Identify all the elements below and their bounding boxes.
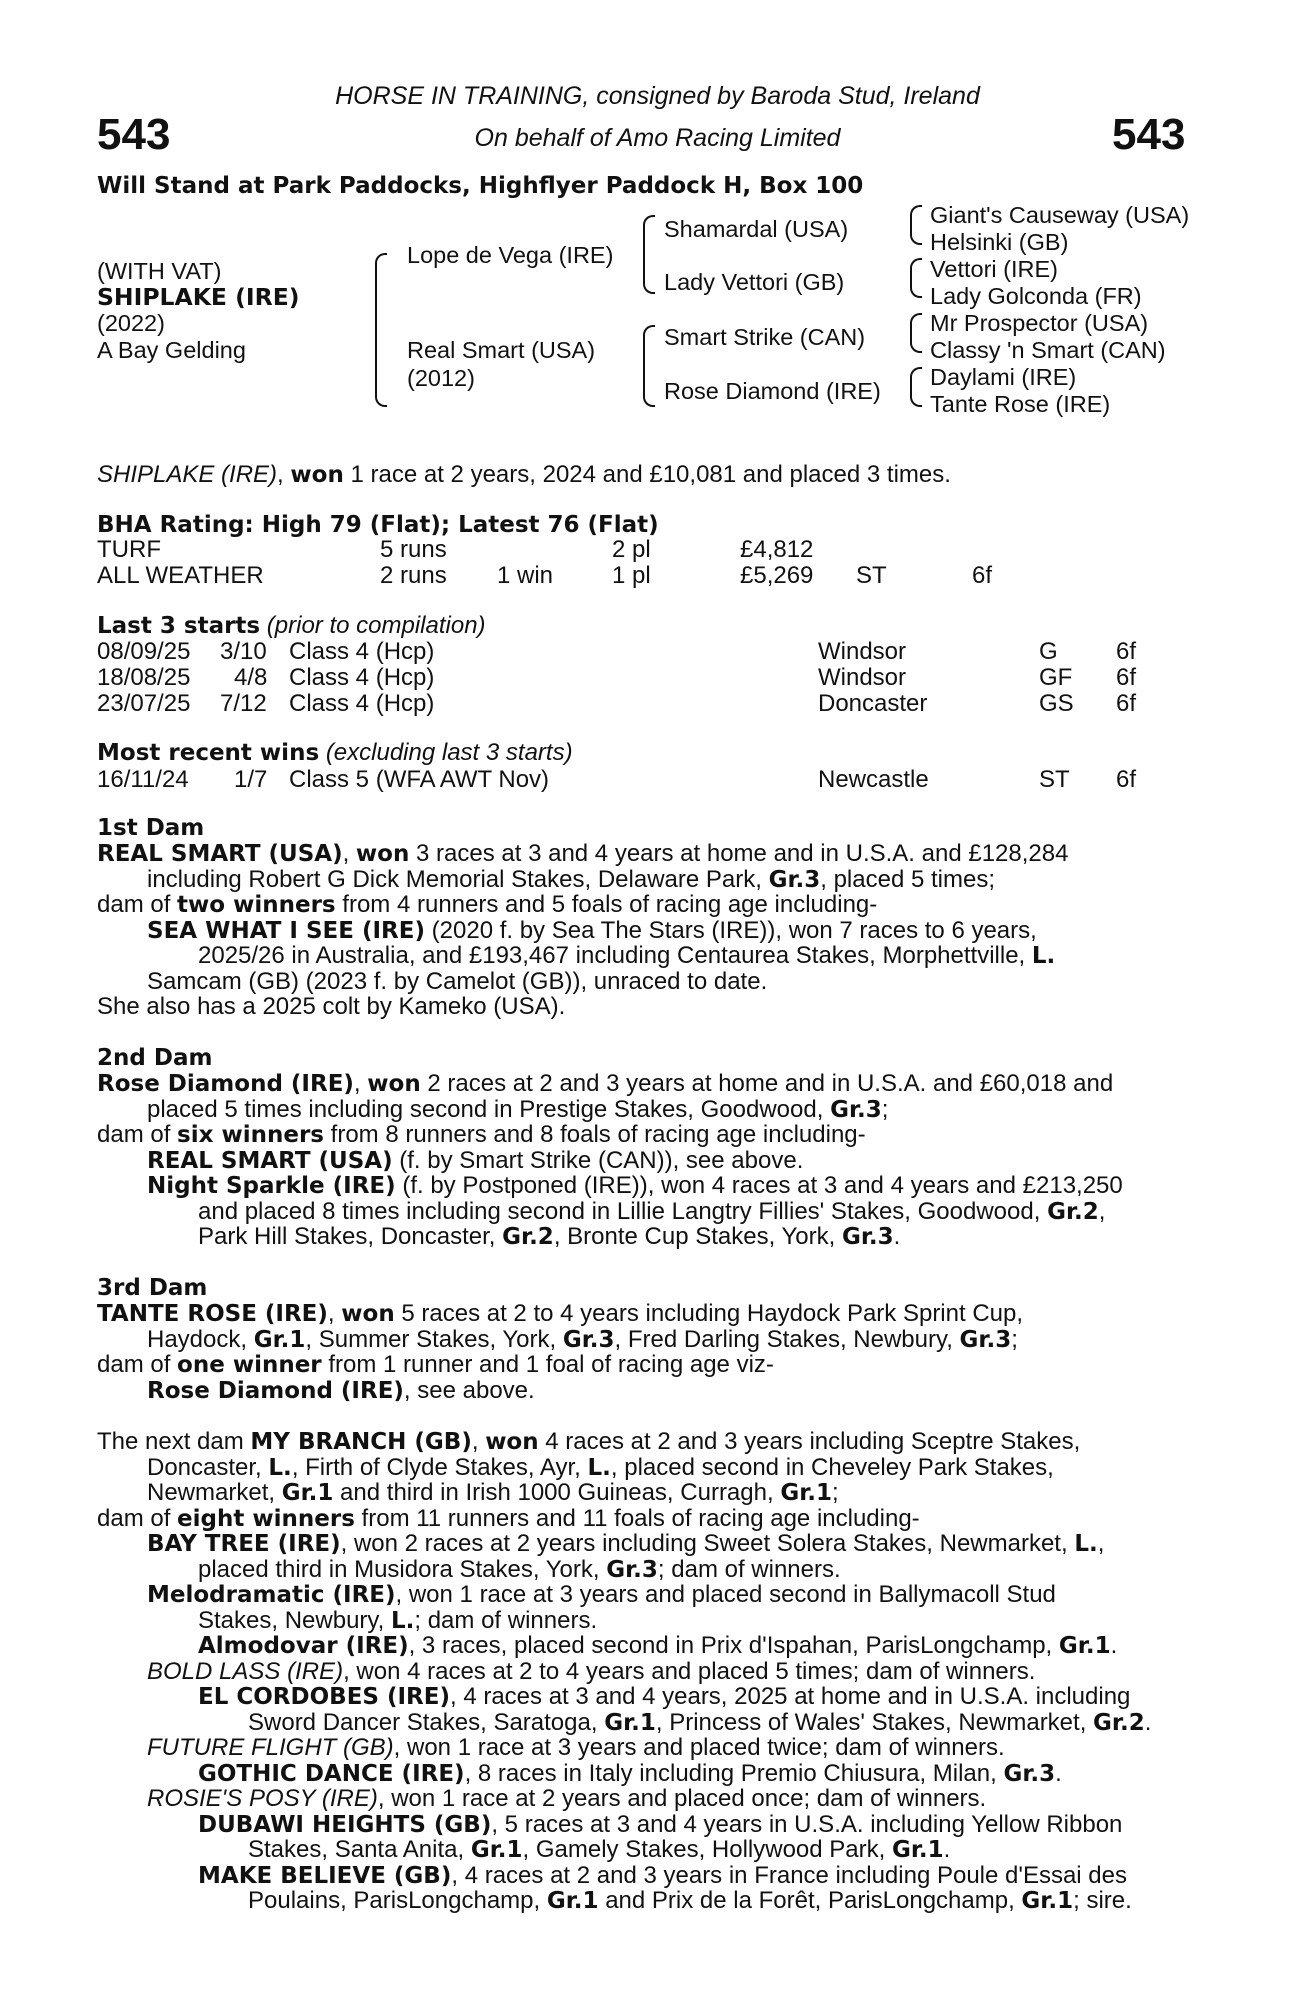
consignor-line: HORSE IN TRAINING, consigned by Baroda Stud, Ireland — [335, 82, 980, 110]
rating-aw-going: ST — [856, 562, 887, 589]
dam1-line-5 — [198, 943, 1055, 970]
start-2-pos: 4/8 — [234, 664, 268, 691]
text-segment: BAY TREE (IRE) — [147, 1531, 341, 1557]
text-segment: , won 2 races at 2 years including Sweet Solera Stakes, Newmarket, — [340, 1530, 1075, 1557]
sire-dam: Lady Vettori (GB) — [664, 269, 845, 295]
text-segment: DUBAWI HEIGHTS (GB) — [198, 1812, 492, 1838]
next-dam-line-14 — [198, 1761, 1062, 1788]
dam1-line-2 — [147, 867, 995, 894]
text-segment: , Fred Darling Stakes, Newbury, — [614, 1326, 960, 1353]
text-segment: Gr.1 — [470, 1837, 523, 1863]
text-segment: Gr.3 — [959, 1327, 1012, 1353]
text-segment: Gr.1 — [891, 1837, 944, 1863]
text-segment: FUTURE FLIGHT (GB) — [147, 1734, 394, 1761]
ancestor-3: Vettori (IRE) — [930, 256, 1058, 282]
dam2-line-6 — [198, 1199, 1105, 1226]
text-segment: 2025/26 in Australia, and £193,467 including Centaurea Stakes, Morphettville, — [198, 942, 1032, 969]
next-dam-line-5 — [147, 1531, 1104, 1558]
text-segment: , — [1098, 1198, 1106, 1225]
text-segment: , placed second in Cheveley Park Stakes, — [610, 1454, 1054, 1481]
text-segment: Stakes, Newbury, — [198, 1607, 391, 1634]
rating-aw-placed: 1 pl — [612, 562, 651, 589]
dam3-line-1 — [97, 1301, 1023, 1328]
ancestor-2: Helsinki (GB) — [930, 229, 1069, 255]
horse-description: A Bay Gelding — [97, 337, 246, 363]
text-segment: Poulains, ParisLongchamp, — [248, 1887, 547, 1914]
start-2-course: Windsor — [818, 664, 907, 691]
ancestor-1: Giant's Causeway (USA) — [930, 202, 1190, 228]
text-segment: and Prix de la Forêt, ParisLongchamp, — [598, 1887, 1022, 1914]
text-segment: ; dam of winners. — [657, 1556, 841, 1583]
text-segment: won — [355, 841, 410, 867]
text-segment: Gr.3 — [606, 1557, 658, 1583]
rating-turf-prize: £4,812 — [740, 536, 814, 563]
dam-sire: Smart Strike (CAN) — [664, 324, 866, 350]
brace-g78 — [910, 367, 922, 407]
text-segment: 4 races at 2 and 3 years including Sceptre Stakes, — [538, 1428, 1081, 1455]
text-segment: , won 1 race at 2 years and placed once; dam of winners. — [377, 1785, 987, 1812]
text-segment: Gr.1 — [780, 1480, 832, 1506]
text-segment: , won 4 races at 2 to 4 years and placed 5 times; dam of winners. — [343, 1658, 1036, 1685]
rating-aw-wins: 1 win — [497, 562, 554, 589]
win-1-course: Newcastle — [818, 766, 929, 793]
text-segment: Stakes, Santa Anita, — [248, 1836, 471, 1863]
dam2-line-1 — [97, 1071, 1113, 1098]
dam1-line-7 — [97, 994, 565, 1020]
next-dam-line-16 — [198, 1812, 1122, 1839]
text-segment: eight winners — [177, 1506, 355, 1532]
win-1-pos: 1/7 — [234, 766, 268, 793]
text-segment: SEA WHAT I SEE (IRE) — [147, 918, 425, 944]
text-segment: won — [485, 1429, 539, 1455]
text-segment: L. — [1031, 943, 1056, 969]
text-segment: placed 5 times including second in Prestige Stakes, Goodwood, — [147, 1096, 831, 1123]
text-segment: Gr.1 — [1058, 1633, 1111, 1659]
recent-wins-title: Most recent wins (excluding last 3 starts) — [97, 739, 573, 766]
next-dam-line-19 — [248, 1888, 1132, 1915]
text-segment: , Princess of Wales' Stakes, Newmarket, — [655, 1709, 1094, 1736]
text-segment: Melodramatic (IRE) — [147, 1582, 396, 1608]
lot-number-left: 543 — [97, 110, 171, 159]
text-segment: Gr.2 — [1047, 1199, 1099, 1225]
start-2-date: 18/08/25 — [97, 664, 191, 691]
horse-name: SHIPLAKE (IRE) — [97, 283, 300, 311]
dam1-heading: 1st Dam — [97, 815, 205, 841]
text-segment: including Robert G Dick Memorial Stakes, Delaware Park, — [147, 866, 769, 893]
text-segment: . — [893, 1223, 901, 1250]
next-dam-line-17 — [248, 1837, 950, 1864]
dam2-line-3 — [97, 1122, 866, 1149]
text-segment: Gr.1 — [281, 1480, 334, 1506]
text-segment: TANTE ROSE (IRE) — [97, 1301, 328, 1327]
text-segment: MAKE BELIEVE (GB) — [198, 1863, 452, 1889]
win-1-dist: 6f — [1116, 766, 1137, 793]
dam3-line-4 — [147, 1378, 535, 1405]
start-2-going: GF — [1039, 664, 1073, 691]
text-segment: Gr.1 — [546, 1888, 599, 1914]
sire-name: Lope de Vega (IRE) — [407, 242, 614, 268]
rating-turf-runs: 5 runs — [380, 536, 447, 563]
next-dam-line-1 — [97, 1429, 1080, 1456]
location-line: Will Stand at Park Paddocks, Highflyer Paddock H, Box 100 — [97, 173, 864, 199]
text-segment: from 4 runners and 5 foals of racing age including- — [335, 891, 878, 918]
next-dam-line-12 — [248, 1710, 1151, 1737]
text-segment: Gr.1 — [253, 1327, 306, 1353]
ancestor-6: Classy 'n Smart (CAN) — [930, 337, 1166, 363]
text-segment: . — [943, 1836, 951, 1863]
text-segment: dam of — [97, 891, 178, 918]
text-segment: from 8 runners and 8 foals of racing age including- — [323, 1121, 866, 1148]
dam2-line-7 — [198, 1224, 900, 1251]
text-segment: L. — [268, 1455, 292, 1481]
text-segment: , Bronte Cup Stakes, York, — [553, 1223, 842, 1250]
start-3-going: GS — [1039, 690, 1074, 717]
text-segment: placed third in Musidora Stakes, York, — [198, 1556, 607, 1583]
text-segment: , won 1 race at 3 years and placed twice; dam of winners. — [393, 1734, 1005, 1761]
win-1-date: 16/11/24 — [97, 766, 189, 793]
ancestor-8: Tante Rose (IRE) — [930, 391, 1111, 417]
start-3-course: Doncaster — [818, 690, 928, 717]
text-segment: , Summer Stakes, York, — [305, 1326, 563, 1353]
text-segment: from 1 runner and 1 foal of racing age viz- — [321, 1351, 774, 1378]
text-segment: L. — [587, 1455, 611, 1481]
pedigree-main-brace — [375, 253, 387, 407]
text-segment: , — [327, 1300, 342, 1327]
next-dam-line-4 — [97, 1506, 920, 1533]
text-segment: 5 races at 2 to 4 years including Haydock Park Sprint Cup, — [394, 1300, 1024, 1327]
brace-g34 — [910, 258, 922, 298]
text-segment: ; — [832, 1479, 839, 1506]
text-segment: Almodovar (IRE) — [198, 1633, 409, 1659]
text-segment: Gr.3 — [768, 867, 821, 893]
text-segment: , Firth of Clyde Stakes, Ayr, — [291, 1454, 588, 1481]
text-segment: , 4 races at 2 and 3 years in France including Poule d'Essai des — [451, 1862, 1127, 1889]
start-2-dist: 6f — [1116, 664, 1137, 691]
dam3-heading: 3rd Dam — [97, 1275, 208, 1301]
next-dam-line-3 — [147, 1480, 839, 1507]
dam-year: (2012) — [407, 365, 475, 391]
lot-number-right: 543 — [1112, 110, 1186, 159]
dam1-line-6 — [147, 969, 767, 995]
text-segment: ; sire. — [1073, 1887, 1132, 1914]
ancestor-5: Mr Prospector (USA) — [930, 310, 1149, 336]
dam2-line-2 — [147, 1097, 888, 1124]
text-segment: ; dam of winners. — [414, 1607, 598, 1634]
ancestor-7: Daylami (IRE) — [930, 364, 1077, 390]
text-segment: dam of — [97, 1351, 178, 1378]
next-dam-line-10 — [147, 1659, 1035, 1685]
rating-aw-dist: 6f — [972, 562, 993, 589]
text-segment: Gr.2 — [502, 1224, 554, 1250]
start-3-pos: 7/12 — [220, 690, 267, 717]
start-3-race: Class 4 (Hcp) — [289, 690, 435, 717]
text-segment: Gr.3 — [1003, 1761, 1056, 1787]
text-segment: Sword Dancer Stakes, Saratoga, — [248, 1709, 605, 1736]
vat-note: (WITH VAT) — [97, 258, 222, 284]
start-1-date: 08/09/25 — [97, 638, 191, 665]
text-segment: GOTHIC DANCE (IRE) — [198, 1761, 465, 1787]
next-dam-line-18 — [198, 1863, 1127, 1890]
ancestor-4: Lady Golconda (FR) — [930, 283, 1142, 309]
sire-sire: Shamardal (USA) — [664, 216, 849, 242]
text-segment: , won 1 race at 3 years and placed second in Ballymacoll Stud — [395, 1581, 1056, 1608]
text-segment: two winners — [177, 892, 336, 918]
start-1-dist: 6f — [1116, 638, 1137, 665]
next-dam-line-13 — [147, 1735, 1005, 1761]
dam2-line-5 — [147, 1173, 1123, 1200]
text-segment: 2 races at 2 and 3 years at home and in U.S.A. and £60,018 and — [420, 1070, 1114, 1097]
text-segment: dam of — [97, 1121, 178, 1148]
text-segment: , — [1097, 1530, 1105, 1557]
next-dam-line-7 — [147, 1582, 1056, 1609]
rating-aw-runs: 2 runs — [380, 562, 447, 589]
start-3-dist: 6f — [1116, 690, 1137, 717]
text-segment: won — [367, 1071, 421, 1097]
text-segment: ; — [881, 1096, 889, 1123]
text-segment: Samcam (GB) (2023 f. by Camelot (GB)), unraced to date. — [147, 968, 768, 995]
start-1-going: G — [1039, 638, 1058, 665]
dam-name: Real Smart (USA) — [407, 337, 596, 363]
dam3-line-2 — [147, 1327, 1018, 1354]
dam3-line-3 — [97, 1352, 774, 1379]
next-dam-line-15 — [147, 1786, 986, 1812]
dam1-line-1 — [97, 841, 1068, 868]
text-segment: , 8 races in Italy including Premio Chiusura, Milan, — [464, 1760, 1004, 1787]
pedigree-sire-brace — [643, 215, 655, 294]
brace-g56 — [910, 313, 922, 353]
text-segment: Park Hill Stakes, Doncaster, — [198, 1223, 503, 1250]
text-segment: (2020 f. by Sea The Stars (IRE)), won 7 races to 6 years, — [424, 917, 1037, 944]
next-dam-line-8 — [198, 1608, 597, 1635]
text-segment: Newmarket, — [147, 1479, 282, 1506]
bha-rating-title: BHA Rating: High 79 (Flat); Latest 76 (Flat) — [97, 512, 659, 538]
text-segment: won — [341, 1301, 395, 1327]
start-2-race: Class 4 (Hcp) — [289, 664, 435, 691]
text-segment: Gr.1 — [604, 1710, 656, 1736]
text-segment: Doncaster, — [147, 1454, 269, 1481]
text-segment: MY BRANCH (GB) — [250, 1429, 472, 1455]
text-segment: dam of — [97, 1505, 178, 1532]
text-segment: (f. by Postponed (IRE)), won 4 races at 3 and 4 years and £213,250 — [395, 1172, 1123, 1199]
dam1-line-3 — [97, 892, 877, 919]
start-1-pos: 3/10 — [220, 638, 267, 665]
text-segment: 3 races at 3 and 4 years at home and in U.S.A. and £128,284 — [409, 840, 1069, 867]
text-segment: , — [342, 840, 356, 867]
next-dam-line-6 — [198, 1557, 841, 1584]
text-segment: , — [471, 1428, 486, 1455]
win-1-going: ST — [1039, 766, 1070, 793]
start-3-date: 23/07/25 — [97, 690, 191, 717]
rating-turf-surface: TURF — [97, 536, 161, 563]
text-segment: , 4 races at 3 and 4 years, 2025 at home and in U.S.A. including — [449, 1683, 1131, 1710]
start-1-course: Windsor — [818, 638, 907, 665]
text-segment: Rose Diamond (IRE) — [147, 1378, 404, 1404]
text-segment: . — [1144, 1709, 1152, 1736]
text-segment: Gr.3 — [562, 1327, 615, 1353]
text-segment: and placed 8 times including second in Lillie Langtry Fillies' Stakes, Goodwood, — [198, 1198, 1048, 1225]
text-segment: REAL SMART (USA) — [147, 1148, 393, 1174]
text-segment: Gr.3 — [841, 1224, 894, 1250]
text-segment: L. — [1074, 1531, 1098, 1557]
text-segment: from 11 runners and 11 foals of racing age including- — [354, 1505, 920, 1532]
text-segment: . — [1055, 1760, 1062, 1787]
text-segment: and third in Irish 1000 Guineas, Curragh, — [333, 1479, 781, 1506]
text-segment: . — [1110, 1632, 1118, 1659]
text-segment: six winners — [177, 1122, 324, 1148]
text-segment: L. — [390, 1608, 415, 1634]
brace-g12 — [910, 205, 922, 245]
start-1-race: Class 4 (Hcp) — [289, 638, 435, 665]
text-segment: ; — [1011, 1326, 1018, 1353]
text-segment: Rose Diamond (IRE) — [97, 1071, 354, 1097]
text-segment: Haydock, — [147, 1326, 254, 1353]
horse-year: (2022) — [97, 310, 165, 336]
text-segment: Gr.2 — [1093, 1710, 1145, 1736]
on-behalf-line: On behalf of Amo Racing Limited — [474, 124, 841, 152]
text-segment: She also has a 2025 colt by Kameko (USA). — [97, 993, 566, 1020]
text-segment: , see above. — [403, 1377, 535, 1404]
race-summary: SHIPLAKE (IRE), won 1 race at 2 years, 2024 and £10,081 and placed 3 times. — [97, 461, 951, 488]
dam2-line-4 — [147, 1148, 803, 1175]
text-segment: , placed 5 times; — [820, 866, 995, 893]
text-segment: Gr.3 — [830, 1097, 882, 1123]
dam1-line-4 — [147, 918, 1037, 945]
text-segment: , 3 races, placed second in Prix d'Ispahan, ParisLongchamp, — [408, 1632, 1059, 1659]
text-segment: , — [353, 1070, 368, 1097]
text-segment: , Gamely Stakes, Hollywood Park, — [522, 1836, 892, 1863]
text-segment: BOLD LASS (IRE) — [147, 1658, 344, 1685]
rating-turf-placed: 2 pl — [612, 536, 651, 563]
text-segment: , 5 races at 3 and 4 years in U.S.A. including Yellow Ribbon — [491, 1811, 1123, 1838]
text-segment: one winner — [177, 1352, 322, 1378]
text-segment: Gr.1 — [1021, 1888, 1074, 1914]
pedigree-dam-brace — [643, 325, 655, 407]
next-dam-line-2 — [147, 1455, 1054, 1482]
text-segment: REAL SMART (USA) — [97, 841, 343, 867]
rating-aw-surface: ALL WEATHER — [97, 562, 264, 589]
last-starts-title: Last 3 starts (prior to compilation) — [97, 612, 486, 639]
text-segment: The next dam — [97, 1428, 251, 1455]
rating-aw-prize: £5,269 — [740, 562, 814, 589]
dam-dam: Rose Diamond (IRE) — [664, 378, 881, 404]
text-segment: ROSIE'S POSY (IRE) — [147, 1785, 378, 1812]
next-dam-line-11 — [198, 1684, 1130, 1711]
text-segment: EL CORDOBES (IRE) — [198, 1684, 450, 1710]
text-segment: Night Sparkle (IRE) — [147, 1173, 396, 1199]
dam2-heading: 2nd Dam — [97, 1045, 213, 1071]
text-segment: (f. by Smart Strike (CAN)), see above. — [392, 1147, 804, 1174]
next-dam-line-9 — [198, 1633, 1117, 1660]
win-1-race: Class 5 (WFA AWT Nov) — [289, 766, 550, 793]
